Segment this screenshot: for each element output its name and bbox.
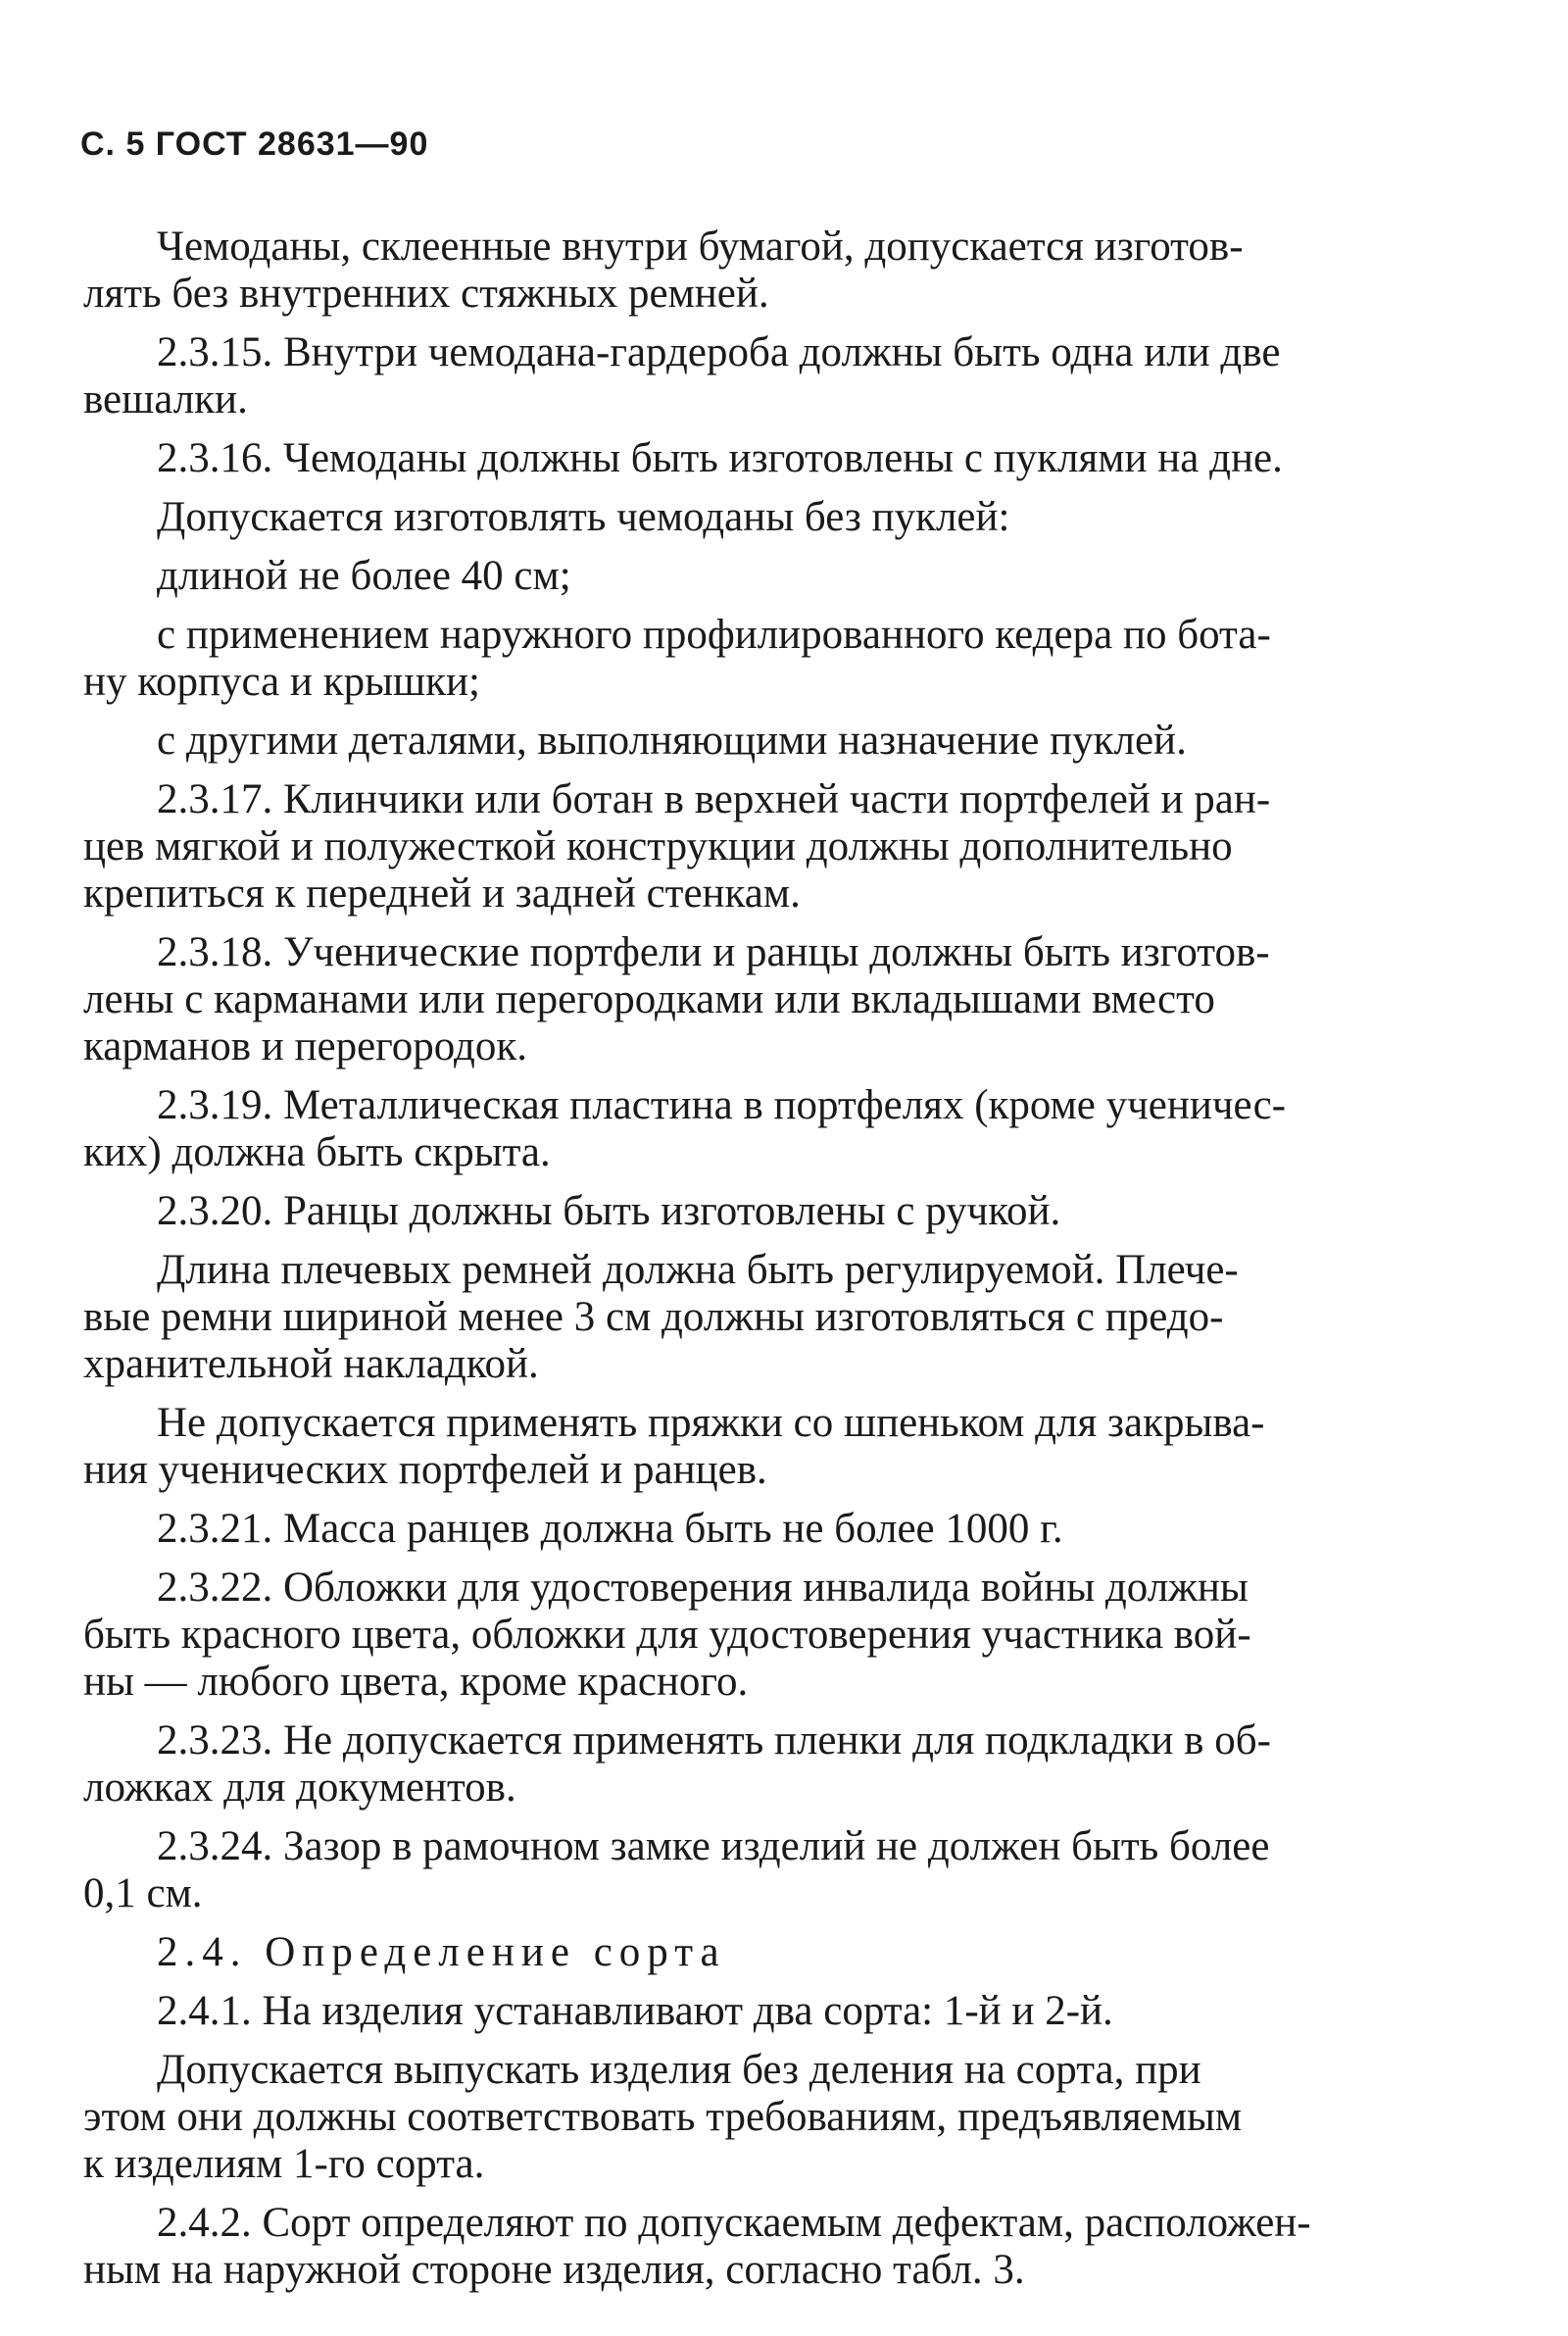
paragraph bbox=[157, 494, 1455, 541]
text-line: 0,1 см. bbox=[83, 1870, 203, 1916]
paragraph bbox=[83, 2047, 1455, 2188]
paragraph bbox=[83, 1247, 1455, 1388]
paragraph bbox=[83, 929, 1455, 1070]
paragraph bbox=[83, 1823, 1455, 1917]
text-line: быть красного цвета, обложки для удостоверения участника вой- bbox=[83, 1612, 1251, 1658]
text-line: 2.3.23. Не допускается применять пленки для подкладки в об- bbox=[157, 1717, 1271, 1764]
text-line: Чемоданы, склеенные внутри бумагой, допускается изготов- bbox=[157, 224, 1244, 270]
text-line: Допускается изготовлять чемоданы без пуклей: bbox=[157, 494, 1010, 540]
text-line: ным на наружной стороне изделия, согласно табл. 3. bbox=[83, 2247, 1025, 2293]
text-line: Длина плечевых ремней должна быть регулируемой. Плече- bbox=[157, 1247, 1239, 1293]
text-line: хранительной накладкой. bbox=[83, 1341, 539, 1387]
text-line: лены с карманами или перегородками или вкладышами вместо bbox=[83, 976, 1215, 1022]
text-line: карманов и перегородок. bbox=[83, 1023, 528, 1069]
paragraph bbox=[157, 1188, 1455, 1235]
text-line: 2.3.24. Зазор в рамочном замке изделий не должен быть более bbox=[157, 1823, 1270, 1869]
paragraph bbox=[83, 1400, 1455, 1494]
text-line: с другими деталями, выполняющими назначение пуклей. bbox=[157, 718, 1187, 764]
text-line: ния ученических портфелей и ранцев. bbox=[83, 1447, 767, 1493]
text-line: 2.3.18. Ученические портфели и ранцы должны быть изготов- bbox=[157, 929, 1270, 975]
text-line: длиной не более 40 см; bbox=[157, 553, 571, 599]
paragraph bbox=[83, 224, 1455, 318]
text-line: Допускается выпускать изделия без деления на сорта, при bbox=[157, 2047, 1201, 2093]
paragraph bbox=[157, 1988, 1455, 2035]
text-line: 2.3.20. Ранцы должны быть изготовлены с ручкой. bbox=[157, 1188, 1061, 1234]
paragraph bbox=[157, 1506, 1455, 1553]
paragraph bbox=[83, 329, 1455, 423]
paragraph bbox=[83, 1082, 1455, 1176]
text-line: 2.3.16. Чемоданы должны быть изготовлены с пуклями на дне. bbox=[157, 435, 1283, 481]
text-line: ложках для документов. bbox=[83, 1764, 516, 1811]
section-heading-text: 2.4. Определение сорта bbox=[157, 1929, 726, 1975]
text-line: 2.3.22. Обложки для удостоверения инвалида войны должны bbox=[157, 1565, 1249, 1611]
text-line: 2.3.19. Металлическая пластина в портфелях (кроме ученичес- bbox=[157, 1082, 1287, 1128]
text-line: вешалки. bbox=[83, 376, 248, 422]
text-line: Не допускается применять пряжки со шпеньком для закрыва- bbox=[157, 1400, 1265, 1446]
text-line: к изделиям 1-го сорта. bbox=[83, 2141, 485, 2187]
text-line: этом они должны соответствовать требованиям, предъявляемым bbox=[83, 2094, 1243, 2140]
paragraph bbox=[83, 1717, 1455, 1812]
paragraph bbox=[157, 718, 1455, 765]
paragraph bbox=[83, 2200, 1455, 2294]
text-line: 2.3.15. Внутри чемодана-гардероба должны быть одна или две bbox=[157, 329, 1281, 375]
text-line: 2.4.1. На изделия устанавливают два сорта: 1-й и 2-й. bbox=[157, 1988, 1113, 2034]
text-line: ких) должна быть скрыта. bbox=[83, 1129, 551, 1175]
paragraph bbox=[83, 612, 1455, 706]
page-header: С. 5 ГОСТ 28631—90 bbox=[80, 125, 429, 163]
paragraph bbox=[157, 435, 1455, 482]
section-heading bbox=[157, 1929, 1455, 1976]
text-line: 2.3.21. Масса ранцев должна быть не более 1000 г. bbox=[157, 1506, 1063, 1552]
document-body bbox=[83, 224, 1455, 2306]
text-line: ну корпуса и крышки; bbox=[83, 659, 480, 705]
paragraph bbox=[83, 776, 1455, 918]
text-line: 2.3.17. Клинчики или ботан в верхней части портфелей и ран- bbox=[157, 776, 1271, 822]
text-line: цев мягкой и полужесткой конструкции должны дополнительно bbox=[83, 823, 1233, 870]
text-line: с применением наружного профилированного кедера по бота- bbox=[157, 612, 1271, 658]
paragraph bbox=[157, 553, 1455, 600]
text-line: крепиться к передней и задней стенкам. bbox=[83, 870, 801, 917]
text-line: лять без внутренних стяжных ремней. bbox=[83, 271, 769, 317]
text-line: ны — любого цвета, кроме красного. bbox=[83, 1659, 749, 1705]
paragraph bbox=[83, 1565, 1455, 1706]
text-line: 2.4.2. Сорт определяют по допускаемым дефектам, расположен- bbox=[157, 2200, 1311, 2246]
text-line: вые ремни шириной менее 3 см должны изготовляться с предо- bbox=[83, 1294, 1224, 1340]
